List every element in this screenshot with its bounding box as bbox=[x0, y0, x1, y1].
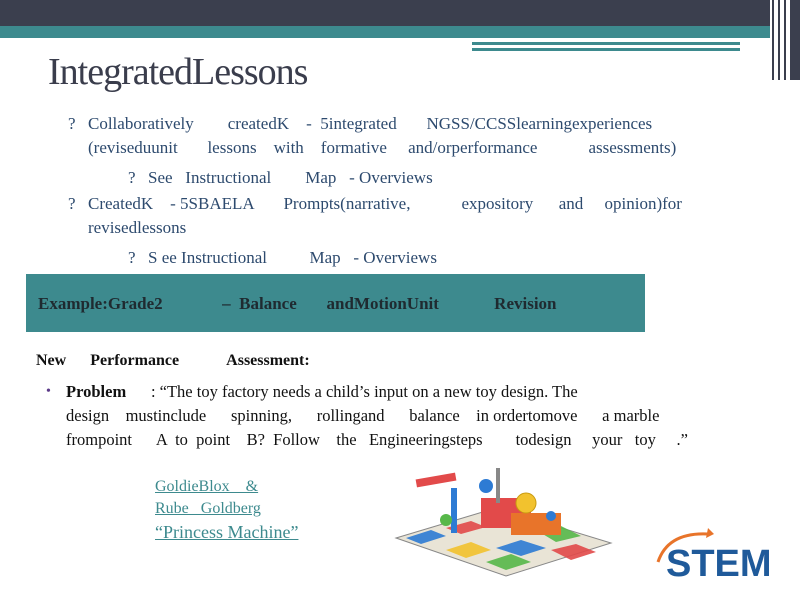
assessment-heading: New Performance Assessment: bbox=[36, 352, 310, 369]
sub-bullet-text: S ee Instructional Map - Overviews bbox=[148, 248, 437, 267]
banner-text: Example:Grade2 – Balance andMotionUnit Revision bbox=[38, 294, 557, 313]
bullet-item bbox=[68, 192, 680, 240]
problem-line bbox=[66, 380, 706, 404]
problem-label: Problem bbox=[66, 382, 127, 401]
problem-text: : “The toy factory needs a child’s input on a new toy design. The bbox=[126, 382, 578, 401]
bullet-dot: • bbox=[46, 384, 51, 399]
goldieblox-link[interactable]: GoldieBlox & bbox=[155, 478, 259, 495]
problem-line: frompoint A to point B? Follow the Engineeringsteps todesign your toy .” bbox=[66, 430, 688, 449]
sub-bullet-text: See Instructional Map - Overviews bbox=[148, 168, 433, 187]
bullet-marker: ? bbox=[68, 194, 76, 213]
toy-machine-image bbox=[386, 458, 616, 578]
problem-block bbox=[46, 380, 706, 452]
bullet-item bbox=[68, 112, 680, 160]
example-banner bbox=[26, 274, 645, 332]
rube-goldberg-link[interactable]: Rube Goldberg bbox=[155, 500, 261, 517]
teal-strip bbox=[0, 26, 778, 38]
bullet-line: revisedlessons bbox=[88, 218, 187, 237]
bullet-marker: ? bbox=[68, 114, 76, 133]
sub-bullet-marker: ? bbox=[128, 248, 136, 267]
bullet-list bbox=[68, 112, 680, 272]
logo-text: STEM bbox=[666, 543, 772, 585]
sub-bullet bbox=[68, 246, 680, 270]
slide-title: IntegratedLessons bbox=[48, 51, 308, 93]
accent-line bbox=[472, 42, 740, 45]
top-bar bbox=[0, 0, 800, 26]
corner-decoration bbox=[770, 0, 800, 80]
sub-bullet-marker: ? bbox=[128, 168, 136, 187]
video-links bbox=[155, 476, 298, 543]
bullet-line: Collaboratively createdK - 5integrated NGSS/CCSSlearningexperiences bbox=[88, 114, 653, 133]
princess-machine-link[interactable]: “Princess Machine” bbox=[155, 522, 299, 542]
accent-line bbox=[472, 48, 740, 51]
stem-logo bbox=[648, 522, 792, 586]
bullet-line: (reviseduunit lessons with formative and/orperformance assessments) bbox=[88, 138, 677, 157]
problem-line: design mustinclude spinning, rollingand balance in ordertomove a marble bbox=[66, 406, 660, 425]
bullet-line: CreatedK - 5SBAELA Prompts(narrative, expository and opinion)for bbox=[88, 194, 682, 213]
sub-bullet bbox=[68, 166, 680, 190]
